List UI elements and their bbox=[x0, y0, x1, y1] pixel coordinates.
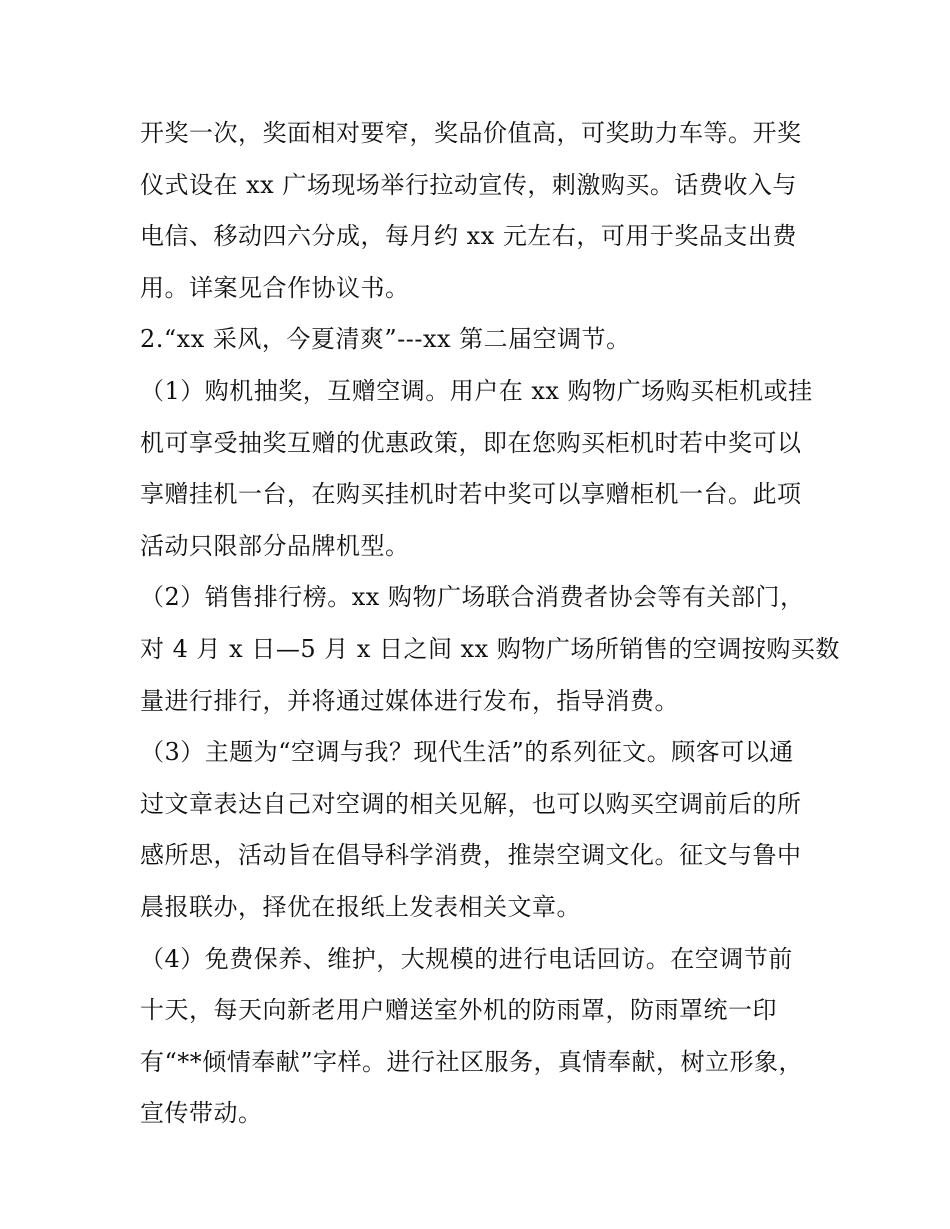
section-heading: 2.“xx 采风，今夏清爽”---xx 第二届空调节。 bbox=[140, 325, 631, 354]
text-line: 晨报联办，择优在报纸上发表相关文章。 bbox=[140, 892, 581, 921]
text-line: 感所思，活动旨在倡导科学消费，推崇空调文化。征文与鲁中 bbox=[140, 841, 802, 870]
text-line: 宣传带动。 bbox=[140, 1099, 263, 1128]
text-line: 十天，每天向新老用户赠送室外机的防雨罩，防雨罩统一印 bbox=[140, 996, 777, 1025]
text-line: （3）主题为“空调与我？现代生活”的系列征文。顾客可以通 bbox=[140, 738, 794, 767]
text-line: 对 4 月 x 日—5 月 x 日之间 xx 购物广场所销售的空调按购买数 bbox=[140, 634, 840, 663]
text-line: 电信、移动四六分成，每月约 xx 元左右，可用于奖品支出费 bbox=[140, 222, 797, 251]
text-line: 活动只限部分品牌机型。 bbox=[140, 531, 410, 560]
text-line: 有“**倾情奉献”字样。进行社区服务，真情奉献，树立形象， bbox=[140, 1047, 804, 1076]
text-line: 过文章表达自己对空调的相关见解，也可以购买空调前后的所 bbox=[140, 789, 802, 818]
text-line: （4）免费保养、维护，大规模的进行电话回访。在空调节前 bbox=[140, 944, 793, 973]
text-line: 机可享受抽奖互赠的优惠政策，即在您购买柜机时若中奖可以 bbox=[140, 428, 802, 457]
text-line: 量进行排行，并将通过媒体进行发布，指导消费。 bbox=[140, 686, 679, 715]
text-line: （2）销售排行榜。xx 购物广场联合消费者协会等有关部门， bbox=[140, 583, 805, 612]
text-line: （1）购机抽奖，互赠空调。用户在 xx 购物广场购买柜机或挂 bbox=[140, 376, 813, 405]
text-line: 开奖一次，奖面相对要窄，奖品价值高，可奖助力车等。开奖 bbox=[140, 119, 802, 147]
text-line: 享赠挂机一台，在购买挂机时若中奖可以享赠柜机一台。此项 bbox=[140, 480, 802, 509]
text-line: 仪式设在 xx 广场现场举行拉动宣传，刺激购买。话费收入与 bbox=[140, 170, 797, 199]
text-line: 用。详案见合作协议书。 bbox=[140, 273, 410, 302]
document-body bbox=[140, 108, 840, 1140]
